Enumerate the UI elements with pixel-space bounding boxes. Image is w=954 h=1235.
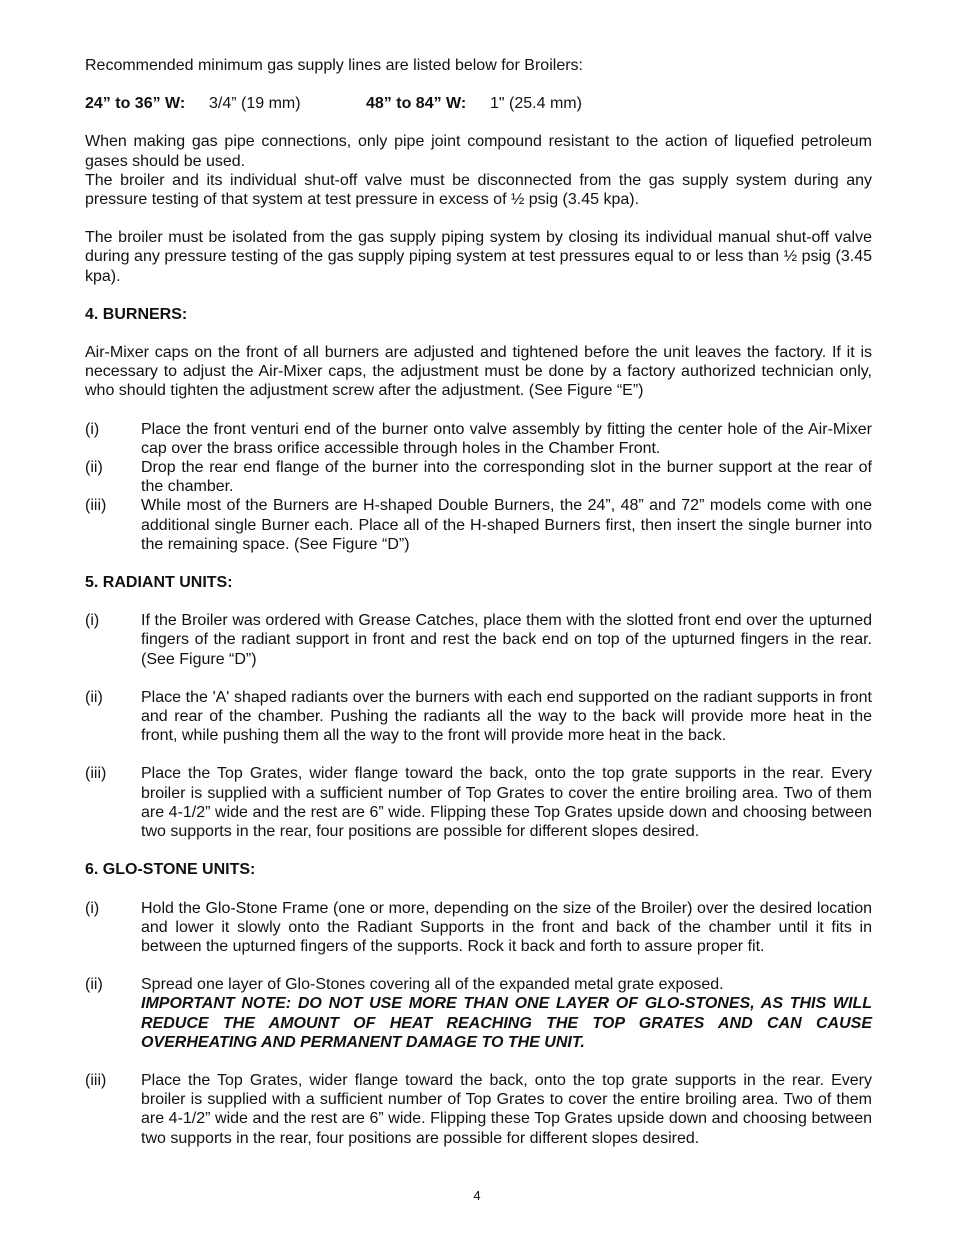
intro-text: Recommended minimum gas supply lines are listed below for Broilers: [85,57,583,74]
burners-intro: Air-Mixer caps on the front of all burners are adjusted and tightened before the unit leaves the factory. If it is necessary to adjust the Air-Mixer caps, the adjustment must be done by a factory authorized technician only, who should tighten the adjustment screw after the adjustment. (See Figure “E”) [85,344,872,400]
item-text: Place the Top Grates, wider flange toward the back, onto the top grate supports in the rear. Every broiler is supplied with a sufficient number of Top Grates to cover the entire broiling area. Two of them are 4-1/2” wide and the rest are 6” wide. Flipping these Top Grates upside down and choosing between two supports in the rear, four positions are possible for different slopes desired. [141,765,872,841]
size-value-large: 1" (25.4 mm) [490,95,582,113]
item-number: (ii) [85,688,103,706]
item-number: (i) [85,899,100,917]
size-label-small: 24” to 36” W: [85,95,186,113]
item-text: Drop the rear end flange of the burner into the corresponding slot in the burner support at the rear of the chamber. [141,459,872,496]
document-page [85,56,872,1148]
item-number: (ii) [85,459,103,477]
item-text: Hold the Glo-Stone Frame (one or more, depending on the size of the Broiler) over the desired location and lower it slowly onto the Radiant Supports in the front and back of the chamber until it fits in between the upturned fingers of the supports. Rock it back and forth to assure proper fit. [141,899,872,955]
page-number: 4 [473,1188,481,1203]
pipe-size-row [85,94,872,113]
item-text-with-note [141,975,872,1052]
list-item [85,688,872,746]
list-item [85,1071,872,1148]
important-note: IMPORTANT NOTE: DO NOT USE MORE THAN ONE LAYER OF GLO-STONES, AS THIS WILL REDUCE THE AMOUNT OF HEAT REACHING THE TOP GRATES AND CAN CAUSE OVERHEATING AND PERMANENT DAMAGE TO THE UNIT. [141,995,872,1051]
section-heading-glostone: 6. GLO-STONE UNITS: [85,861,256,879]
item-number: (iii) [85,765,107,783]
section-heading-burners: 4. BURNERS: [85,305,188,323]
item-text: While most of the Burners are H-shaped Double Burners, the 24”, 48” and 72” models come with one additional single Burner each. Place all of the H-shaped Burners first, then insert the single burner into the remaining space. (See Figure “D”) [141,497,872,553]
item-number: (iii) [85,497,107,515]
size-value-small: 3/4” (19 mm) [209,95,301,113]
item-text: If the Broiler was ordered with Grease Catches, place them with the slotted front end over the upturned fingers of the radiant support in front and rest the back end on top of the upturned fingers in the rear. (See Figure “D”) [141,612,872,668]
list-item [85,496,872,554]
item-text: Spread one layer of Glo-Stones covering all of the expanded metal grate exposed. [141,976,724,994]
item-text: Place the 'A' shaped radiants over the burners with each end supported on the radiant supports in front and rear of the chamber. Pushing the radiants all the way to the back will provide more heat in the front, while pushing them all the way to the front will provide more heat in the back. [141,688,872,745]
item-number: (i) [85,420,100,438]
item-number: (iii) [85,1071,107,1089]
list-item [85,611,872,669]
list-item [85,420,872,458]
section-heading-radiant: 5. RADIANT UNITS: [85,574,233,592]
disconnect-paragraph: The broiler and its individual shut-off valve must be disconnected from the gas supply system during any pressure testing of that system at test pressure in excess of ½ psig (3.45 kpa). [85,171,872,209]
item-text: Place the front venturi end of the burner onto valve assembly by fitting the center hole of the Air-Mixer cap over the brass orifice accessible through holes in the Chamber Front. [141,420,872,457]
list-item [85,975,872,1052]
isolate-paragraph: The broiler must be isolated from the gas supply piping system by closing its individual manual shut-off valve during any pressure testing of the gas supply piping system at test pressures equal to or less than ½ psig (3.45 kpa). [85,229,872,285]
list-item [85,458,872,496]
size-label-large: 48” to 84” W: [366,95,467,113]
list-item [85,899,872,957]
compound-paragraph: When making gas pipe connections, only pipe joint compound resistant to the action of liquefied petroleum gases should be used. [85,133,872,170]
list-item [85,764,872,841]
item-text: Place the Top Grates, wider flange toward the back, onto the top grate supports in the rear. Every broiler is supplied with a sufficient number of Top Grates to cover the entire broiling area. Two of them are 4-1/2” wide and the rest are 6” wide. Flipping these Top Grates upside down and choosing between two supports in the rear, four positions are possible for different slopes desired. [141,1071,872,1147]
item-number: (ii) [85,976,103,994]
item-number: (i) [85,612,100,630]
